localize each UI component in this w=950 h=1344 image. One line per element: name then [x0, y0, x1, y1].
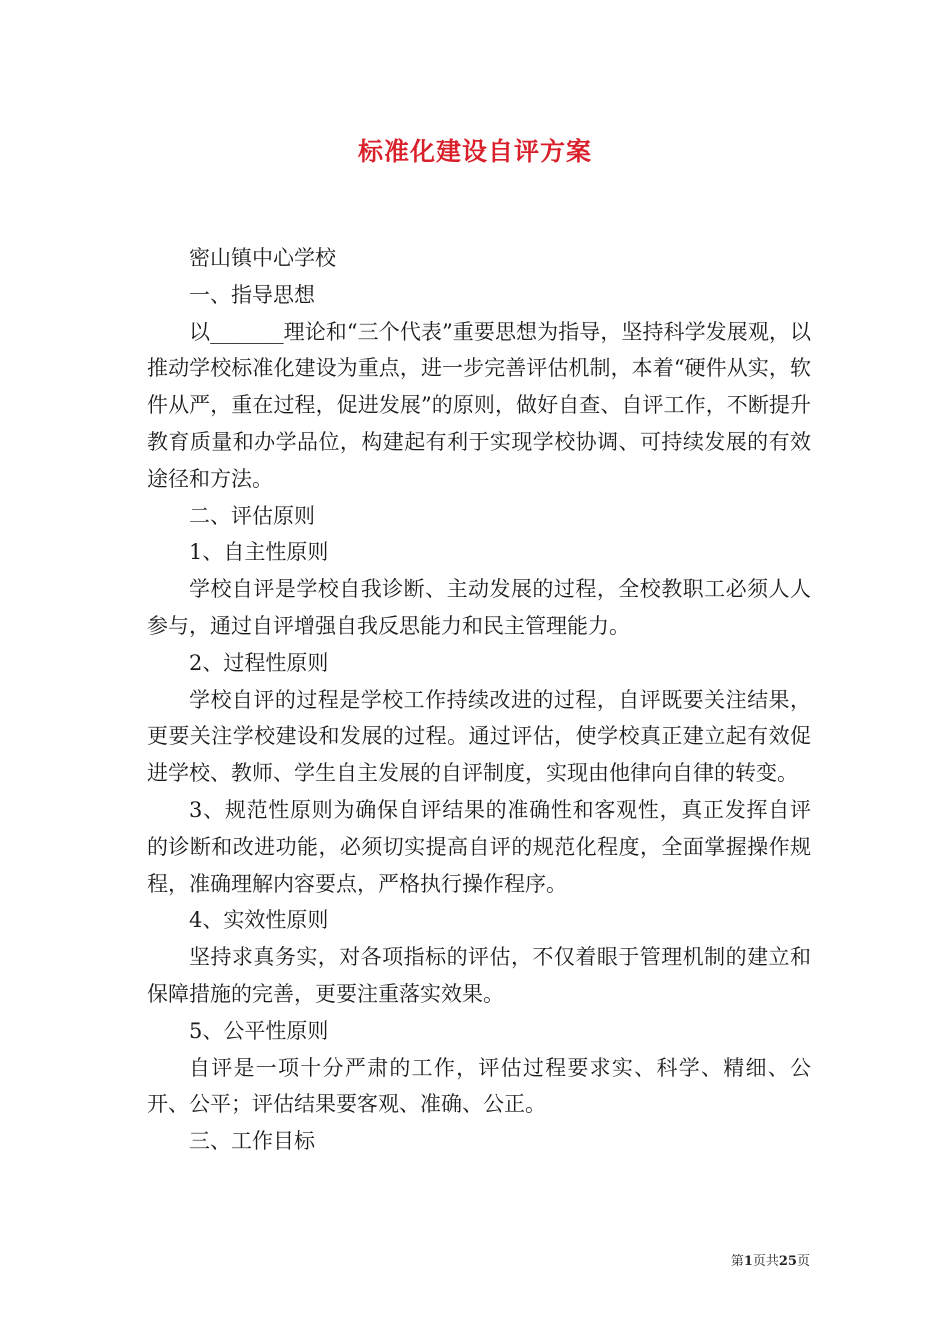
footer-total-pages: 25: [778, 1254, 797, 1269]
footer-middle: 页共: [752, 1254, 779, 1269]
page-number-footer: [700, 1250, 810, 1269]
footer-current-page: 1: [743, 1254, 753, 1269]
paragraph-effectiveness-principle: 坚持求真务实，对各项指标的评估，不仅着眼于管理机制的建立和保障措施的完善，更要注重落实效果。: [147, 945, 811, 1006]
paragraph-autonomy-principle: 学校自评是学校自我诊断、主动发展的过程，全校教职工必须人人参与，通过自评增强自我反思能力和民主管理能力。: [147, 577, 811, 638]
document-title: 标准化建设自评方案: [357, 137, 592, 166]
paragraph-standardization-principle: 3、规范性原则为确保自评结果的准确性和客观性，真正发挥自评的诊断和改进功能，必须切实提高自评的规范化程度，全面掌握操作规程，准确理解内容要点，严格执行操作程序。: [147, 797, 811, 896]
footer-suffix: 页: [796, 1254, 810, 1269]
heading-evaluation-principles: 二、评估原则: [189, 503, 315, 528]
heading-process-principle: 2、过程性原则: [189, 650, 329, 675]
paragraph-fairness-principle: 自评是一项十分严肃的工作，评估过程要求实、科学、精细、公开、公平；评估结果要客观、准确、公正。: [147, 1055, 811, 1117]
document-body: [147, 240, 811, 1160]
heading-effectiveness-principle: 4、实效性原则: [189, 908, 329, 933]
paragraph-school-name: 密山镇中心学校: [189, 246, 336, 270]
heading-fairness-principle: 5、公平性原则: [189, 1018, 329, 1043]
heading-work-goals: 三、工作目标: [189, 1129, 315, 1154]
footer-prefix: 第: [730, 1254, 744, 1269]
paragraph-process-principle: 学校自评的过程是学校工作持续改进的过程，自评既要关注结果，更要关注学校建设和发展的过程。通过评估，使学校真正建立起有效促进学校、教师、学生自主发展的自评制度，实现由他律向自律的转变。: [147, 687, 811, 786]
heading-autonomy-principle: 1、自主性原则: [189, 540, 329, 565]
paragraph-guiding-thought: 以_______理论和“三个代表”重要思想为指导，坚持科学发展观，以推动学校标准化建设为重点，进一步完善评估机制，本着“硬件从实，软件从严，重在过程，促进发展”的原则，做好自查、自评工作，不断提升教育质量和办学品位，构建起有利于实现学校协调、可持续发展的有效途径和方法。: [147, 319, 811, 491]
heading-guiding-thought: 一、指导思想: [189, 282, 315, 307]
